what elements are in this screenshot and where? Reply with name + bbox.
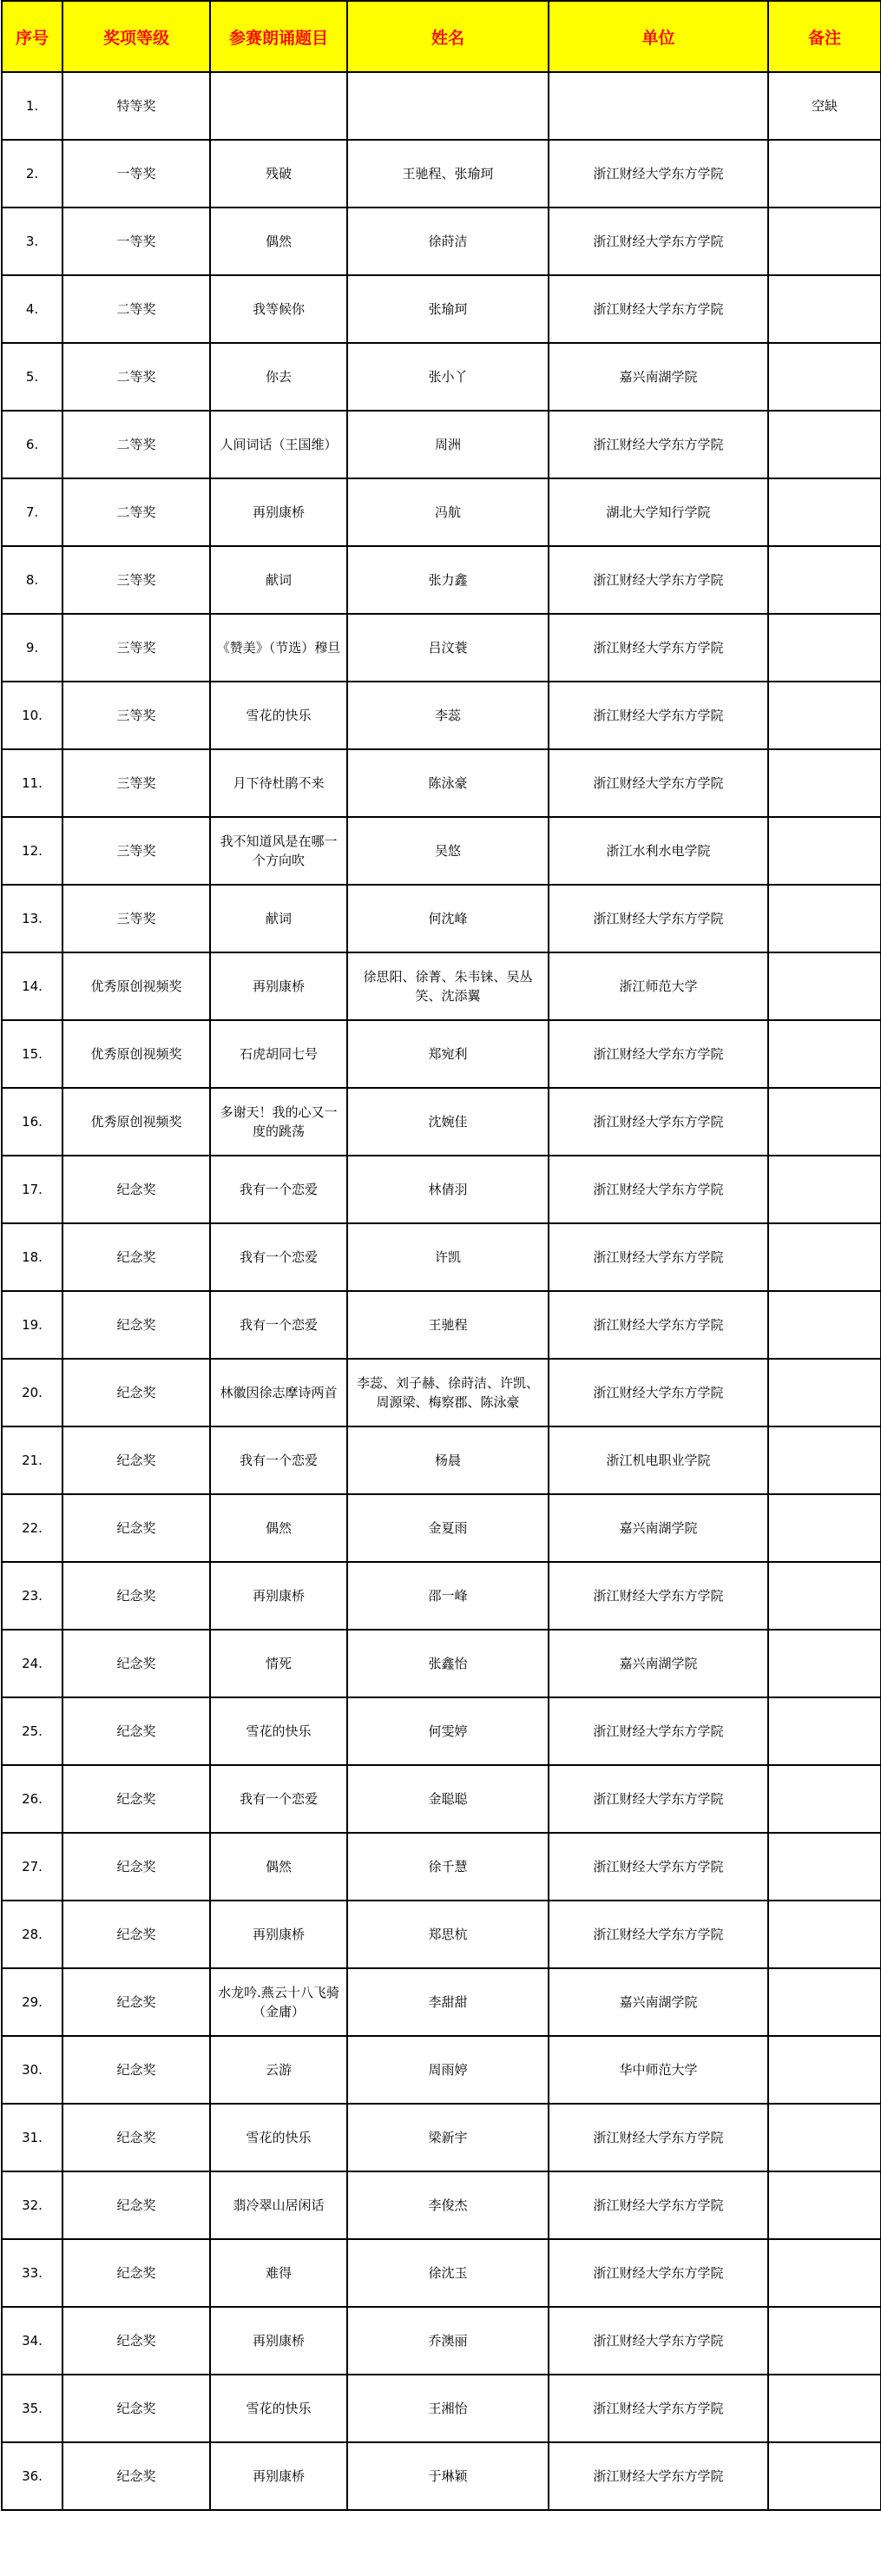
header-org: 单位 — [549, 1, 768, 72]
awards-table — [1, 0, 881, 2511]
cell-award-level: 纪念奖 — [62, 1697, 210, 1765]
table-row — [2, 2307, 881, 2375]
table-row — [2, 1494, 881, 1562]
table-row — [2, 749, 881, 817]
cell-recitation-title: 再别康桥 — [210, 478, 347, 546]
cell-recitation-title: 难得 — [210, 2239, 347, 2307]
table-row — [2, 1901, 881, 1968]
cell-organization: 浙江财经大学东方学院 — [549, 1088, 768, 1156]
cell-recitation-title: 再别康桥 — [210, 1901, 347, 1968]
cell-no: 32. — [2, 2171, 62, 2239]
cell-award-level: 纪念奖 — [62, 1426, 210, 1494]
cell-no: 16. — [2, 1088, 62, 1156]
cell-award-level: 特等奖 — [62, 72, 210, 140]
cell-name: 王驰程 — [347, 1291, 549, 1359]
cell-name: 邵一峰 — [347, 1562, 549, 1630]
cell-no: 6. — [2, 411, 62, 478]
cell-recitation-title: 献词 — [210, 546, 347, 614]
cell-no: 28. — [2, 1901, 62, 1968]
header-name: 姓名 — [347, 1, 549, 72]
cell-name: 沈婉佳 — [347, 1088, 549, 1156]
cell-recitation-title: 再别康桥 — [210, 952, 347, 1020]
table-row — [2, 1562, 881, 1630]
cell-name: 郑思杭 — [347, 1901, 549, 1968]
cell-no: 21. — [2, 1426, 62, 1494]
header-level: 奖项等级 — [62, 1, 210, 72]
cell-recitation-title: 偶然 — [210, 208, 347, 275]
cell-recitation-title: 我等候你 — [210, 275, 347, 343]
cell-no: 20. — [2, 1359, 62, 1426]
cell-note — [768, 1901, 881, 1968]
cell-note — [768, 275, 881, 343]
cell-note — [768, 411, 881, 478]
cell-award-level: 二等奖 — [62, 343, 210, 411]
cell-recitation-title: 月下待杜鹃不来 — [210, 749, 347, 817]
cell-award-level: 纪念奖 — [62, 1223, 210, 1291]
cell-award-level: 优秀原创视频奖 — [62, 1020, 210, 1088]
cell-recitation-title: 再别康桥 — [210, 1562, 347, 1630]
cell-no: 10. — [2, 682, 62, 749]
cell-note — [768, 1494, 881, 1562]
cell-award-level: 优秀原创视频奖 — [62, 1088, 210, 1156]
cell-note — [768, 2375, 881, 2442]
cell-note — [768, 1697, 881, 1765]
cell-recitation-title: 人间词话（王国维） — [210, 411, 347, 478]
cell-organization — [549, 72, 768, 140]
table-row — [2, 1426, 881, 1494]
cell-note — [768, 1630, 881, 1697]
cell-recitation-title: 我有一个恋爱 — [210, 1426, 347, 1494]
cell-award-level: 纪念奖 — [62, 1359, 210, 1426]
cell-organization: 浙江财经大学东方学院 — [549, 614, 768, 682]
cell-name: 吴悠 — [347, 817, 549, 885]
cell-note — [768, 546, 881, 614]
cell-award-level: 纪念奖 — [62, 1833, 210, 1901]
cell-name: 于琳颖 — [347, 2442, 549, 2510]
cell-note — [768, 478, 881, 546]
cell-organization: 浙江财经大学东方学院 — [549, 1223, 768, 1291]
cell-recitation-title: 你去 — [210, 343, 347, 411]
table-row — [2, 1833, 881, 1901]
cell-recitation-title: 石虎胡同七号 — [210, 1020, 347, 1088]
cell-recitation-title: 偶然 — [210, 1494, 347, 1562]
cell-name: 周洲 — [347, 411, 549, 478]
cell-no: 27. — [2, 1833, 62, 1901]
cell-note — [768, 2104, 881, 2171]
table-row — [2, 614, 881, 682]
cell-no: 9. — [2, 614, 62, 682]
cell-recitation-title: 《赞美》（节选）穆旦 — [210, 614, 347, 682]
cell-name: 杨晨 — [347, 1426, 549, 1494]
cell-organization: 浙江财经大学东方学院 — [549, 2307, 768, 2375]
cell-award-level: 纪念奖 — [62, 1156, 210, 1223]
cell-organization: 浙江财经大学东方学院 — [549, 208, 768, 275]
table-row — [2, 1359, 881, 1426]
cell-award-level: 二等奖 — [62, 411, 210, 478]
cell-note — [768, 2036, 881, 2104]
cell-recitation-title: 林徽因徐志摩诗两首 — [210, 1359, 347, 1426]
table-row — [2, 2239, 881, 2307]
cell-name: 徐千慧 — [347, 1833, 549, 1901]
cell-award-level: 纪念奖 — [62, 1968, 210, 2036]
cell-name: 周雨婷 — [347, 2036, 549, 2104]
cell-name: 徐沈玉 — [347, 2239, 549, 2307]
cell-award-level: 二等奖 — [62, 478, 210, 546]
cell-note — [768, 1020, 881, 1088]
cell-note — [768, 2239, 881, 2307]
cell-organization: 浙江财经大学东方学院 — [549, 1291, 768, 1359]
cell-organization: 嘉兴南湖学院 — [549, 1968, 768, 2036]
cell-recitation-title — [210, 72, 347, 140]
cell-award-level: 优秀原创视频奖 — [62, 952, 210, 1020]
cell-name: 何沈峰 — [347, 885, 549, 952]
cell-award-level: 纪念奖 — [62, 2239, 210, 2307]
cell-award-level: 一等奖 — [62, 208, 210, 275]
cell-award-level: 纪念奖 — [62, 2171, 210, 2239]
cell-note — [768, 208, 881, 275]
cell-recitation-title: 雪花的快乐 — [210, 2375, 347, 2442]
cell-name: 金夏雨 — [347, 1494, 549, 1562]
cell-name: 李蕊、刘子赫、徐莳洁、许凯、周源梁、梅察郡、陈泳豪 — [347, 1359, 549, 1426]
cell-no: 1. — [2, 72, 62, 140]
cell-no: 2. — [2, 140, 62, 208]
cell-award-level: 纪念奖 — [62, 1765, 210, 1833]
cell-recitation-title: 雪花的快乐 — [210, 682, 347, 749]
cell-note — [768, 140, 881, 208]
cell-note — [768, 1426, 881, 1494]
cell-no: 31. — [2, 2104, 62, 2171]
cell-organization: 浙江财经大学东方学院 — [549, 2442, 768, 2510]
table-row — [2, 411, 881, 478]
cell-name: 何雯婷 — [347, 1697, 549, 1765]
cell-no: 29. — [2, 1968, 62, 2036]
cell-recitation-title: 雪花的快乐 — [210, 1697, 347, 1765]
cell-organization: 浙江财经大学东方学院 — [549, 1697, 768, 1765]
cell-organization: 浙江财经大学东方学院 — [549, 2239, 768, 2307]
cell-no: 26. — [2, 1765, 62, 1833]
cell-recitation-title: 我有一个恋爱 — [210, 1223, 347, 1291]
cell-note — [768, 885, 881, 952]
cell-note: 空缺 — [768, 72, 881, 140]
cell-no: 14. — [2, 952, 62, 1020]
cell-organization: 浙江财经大学东方学院 — [549, 1901, 768, 1968]
cell-note — [768, 1088, 881, 1156]
cell-name: 王湘怡 — [347, 2375, 549, 2442]
cell-note — [768, 1156, 881, 1223]
cell-recitation-title: 多谢天！我的心又一度的跳荡 — [210, 1088, 347, 1156]
cell-note — [768, 2442, 881, 2510]
cell-name — [347, 72, 549, 140]
cell-name: 冯航 — [347, 478, 549, 546]
table-row — [2, 1020, 881, 1088]
cell-recitation-title: 雪花的快乐 — [210, 2104, 347, 2171]
cell-organization: 浙江财经大学东方学院 — [549, 2171, 768, 2239]
cell-name: 张鑫怡 — [347, 1630, 549, 1697]
cell-organization: 浙江财经大学东方学院 — [549, 140, 768, 208]
table-row — [2, 817, 881, 885]
cell-organization: 华中师范大学 — [549, 2036, 768, 2104]
cell-organization: 浙江财经大学东方学院 — [549, 1833, 768, 1901]
table-row — [2, 1765, 881, 1833]
header-title: 参赛朗诵题目 — [210, 1, 347, 72]
cell-organization: 浙江财经大学东方学院 — [549, 885, 768, 952]
cell-name: 郑宛利 — [347, 1020, 549, 1088]
cell-name: 吕汶蓑 — [347, 614, 549, 682]
cell-organization: 浙江财经大学东方学院 — [549, 1156, 768, 1223]
cell-award-level: 纪念奖 — [62, 1494, 210, 1562]
table-row — [2, 478, 881, 546]
cell-recitation-title: 我有一个恋爱 — [210, 1291, 347, 1359]
cell-recitation-title: 水龙吟.燕云十八飞骑（金庸） — [210, 1968, 347, 2036]
cell-award-level: 三等奖 — [62, 817, 210, 885]
cell-organization: 浙江财经大学东方学院 — [549, 749, 768, 817]
cell-award-level: 三等奖 — [62, 885, 210, 952]
cell-organization: 浙江财经大学东方学院 — [549, 275, 768, 343]
cell-recitation-title: 再别康桥 — [210, 2442, 347, 2510]
cell-no: 22. — [2, 1494, 62, 1562]
cell-name: 徐莳洁 — [347, 208, 549, 275]
cell-no: 35. — [2, 2375, 62, 2442]
cell-recitation-title: 献词 — [210, 885, 347, 952]
table-row — [2, 1088, 881, 1156]
table-row — [2, 1630, 881, 1697]
cell-organization: 嘉兴南湖学院 — [549, 1494, 768, 1562]
cell-name: 陈泳豪 — [347, 749, 549, 817]
cell-organization: 浙江财经大学东方学院 — [549, 546, 768, 614]
cell-no: 25. — [2, 1697, 62, 1765]
cell-recitation-title: 我不知道风是在哪一个方向吹 — [210, 817, 347, 885]
cell-name: 林倩羽 — [347, 1156, 549, 1223]
header-no: 序号 — [2, 1, 62, 72]
table-row — [2, 952, 881, 1020]
cell-no: 13. — [2, 885, 62, 952]
cell-award-level: 纪念奖 — [62, 2442, 210, 2510]
cell-name: 张小丫 — [347, 343, 549, 411]
cell-name: 乔澳丽 — [347, 2307, 549, 2375]
cell-note — [768, 343, 881, 411]
table-row — [2, 885, 881, 952]
cell-no: 30. — [2, 2036, 62, 2104]
header-note: 备注 — [768, 1, 881, 72]
cell-recitation-title: 我有一个恋爱 — [210, 1156, 347, 1223]
cell-no: 4. — [2, 275, 62, 343]
cell-name: 梁新宇 — [347, 2104, 549, 2171]
table-row — [2, 2036, 881, 2104]
cell-organization: 湖北大学知行学院 — [549, 478, 768, 546]
cell-recitation-title: 情死 — [210, 1630, 347, 1697]
cell-award-level: 纪念奖 — [62, 1291, 210, 1359]
cell-award-level: 纪念奖 — [62, 2104, 210, 2171]
cell-organization: 浙江水利水电学院 — [549, 817, 768, 885]
table-row — [2, 1223, 881, 1291]
cell-organization: 浙江财经大学东方学院 — [549, 2104, 768, 2171]
cell-note — [768, 1833, 881, 1901]
cell-award-level: 纪念奖 — [62, 1630, 210, 1697]
cell-recitation-title: 云游 — [210, 2036, 347, 2104]
cell-name: 徐思阳、徐菁、朱韦铼、吴丛笑、沈添翼 — [347, 952, 549, 1020]
cell-award-level: 纪念奖 — [62, 2307, 210, 2375]
cell-organization: 浙江机电职业学院 — [549, 1426, 768, 1494]
cell-no: 3. — [2, 208, 62, 275]
cell-name: 李甜甜 — [347, 1968, 549, 2036]
cell-award-level: 纪念奖 — [62, 2036, 210, 2104]
cell-award-level: 三等奖 — [62, 546, 210, 614]
table-row — [2, 343, 881, 411]
table-row — [2, 682, 881, 749]
cell-note — [768, 952, 881, 1020]
cell-recitation-title: 残破 — [210, 140, 347, 208]
cell-organization: 浙江财经大学东方学院 — [549, 682, 768, 749]
cell-no: 7. — [2, 478, 62, 546]
cell-name: 李蕊 — [347, 682, 549, 749]
cell-note — [768, 682, 881, 749]
table-row — [2, 1291, 881, 1359]
cell-organization: 浙江财经大学东方学院 — [549, 1562, 768, 1630]
table-row — [2, 2171, 881, 2239]
table-row — [2, 72, 881, 140]
cell-name: 金聪聪 — [347, 1765, 549, 1833]
cell-award-level: 二等奖 — [62, 275, 210, 343]
cell-no: 36. — [2, 2442, 62, 2510]
cell-no: 17. — [2, 1156, 62, 1223]
cell-recitation-title: 我有一个恋爱 — [210, 1765, 347, 1833]
cell-organization: 嘉兴南湖学院 — [549, 343, 768, 411]
cell-award-level: 三等奖 — [62, 682, 210, 749]
cell-award-level: 纪念奖 — [62, 2375, 210, 2442]
table-row — [2, 2442, 881, 2510]
cell-note — [768, 817, 881, 885]
table-row — [2, 1156, 881, 1223]
cell-note — [768, 2307, 881, 2375]
cell-award-level: 三等奖 — [62, 749, 210, 817]
cell-recitation-title: 偶然 — [210, 1833, 347, 1901]
cell-no: 33. — [2, 2239, 62, 2307]
cell-note — [768, 1765, 881, 1833]
cell-no: 19. — [2, 1291, 62, 1359]
cell-name: 张瑜珂 — [347, 275, 549, 343]
cell-note — [768, 1291, 881, 1359]
cell-award-level: 纪念奖 — [62, 1562, 210, 1630]
table-row — [2, 546, 881, 614]
cell-note — [768, 1562, 881, 1630]
cell-no: 15. — [2, 1020, 62, 1088]
cell-recitation-title: 翡冷翠山居闲话 — [210, 2171, 347, 2239]
table-row — [2, 1968, 881, 2036]
table-row — [2, 2104, 881, 2171]
cell-no: 24. — [2, 1630, 62, 1697]
cell-no: 11. — [2, 749, 62, 817]
table-row — [2, 275, 881, 343]
cell-organization: 浙江财经大学东方学院 — [549, 1020, 768, 1088]
cell-no: 18. — [2, 1223, 62, 1291]
cell-award-level: 纪念奖 — [62, 1901, 210, 1968]
cell-name: 许凯 — [347, 1223, 549, 1291]
cell-organization: 浙江财经大学东方学院 — [549, 1765, 768, 1833]
cell-note — [768, 1223, 881, 1291]
cell-award-level: 一等奖 — [62, 140, 210, 208]
table-row — [2, 1697, 881, 1765]
cell-note — [768, 749, 881, 817]
cell-no: 34. — [2, 2307, 62, 2375]
table-row — [2, 208, 881, 275]
cell-name: 王驰程、张瑜珂 — [347, 140, 549, 208]
cell-note — [768, 614, 881, 682]
cell-no: 5. — [2, 343, 62, 411]
cell-name: 李俊杰 — [347, 2171, 549, 2239]
cell-recitation-title: 再别康桥 — [210, 2307, 347, 2375]
cell-no: 23. — [2, 1562, 62, 1630]
table-row — [2, 140, 881, 208]
cell-award-level: 三等奖 — [62, 614, 210, 682]
cell-note — [768, 2171, 881, 2239]
header-row — [2, 1, 881, 72]
table-row — [2, 2375, 881, 2442]
cell-note — [768, 1968, 881, 2036]
cell-organization: 嘉兴南湖学院 — [549, 1630, 768, 1697]
cell-note — [768, 1359, 881, 1426]
cell-organization: 浙江师范大学 — [549, 952, 768, 1020]
cell-organization: 浙江财经大学东方学院 — [549, 411, 768, 478]
cell-organization: 浙江财经大学东方学院 — [549, 1359, 768, 1426]
cell-name: 张力鑫 — [347, 546, 549, 614]
cell-no: 12. — [2, 817, 62, 885]
cell-organization: 浙江财经大学东方学院 — [549, 2375, 768, 2442]
cell-no: 8. — [2, 546, 62, 614]
